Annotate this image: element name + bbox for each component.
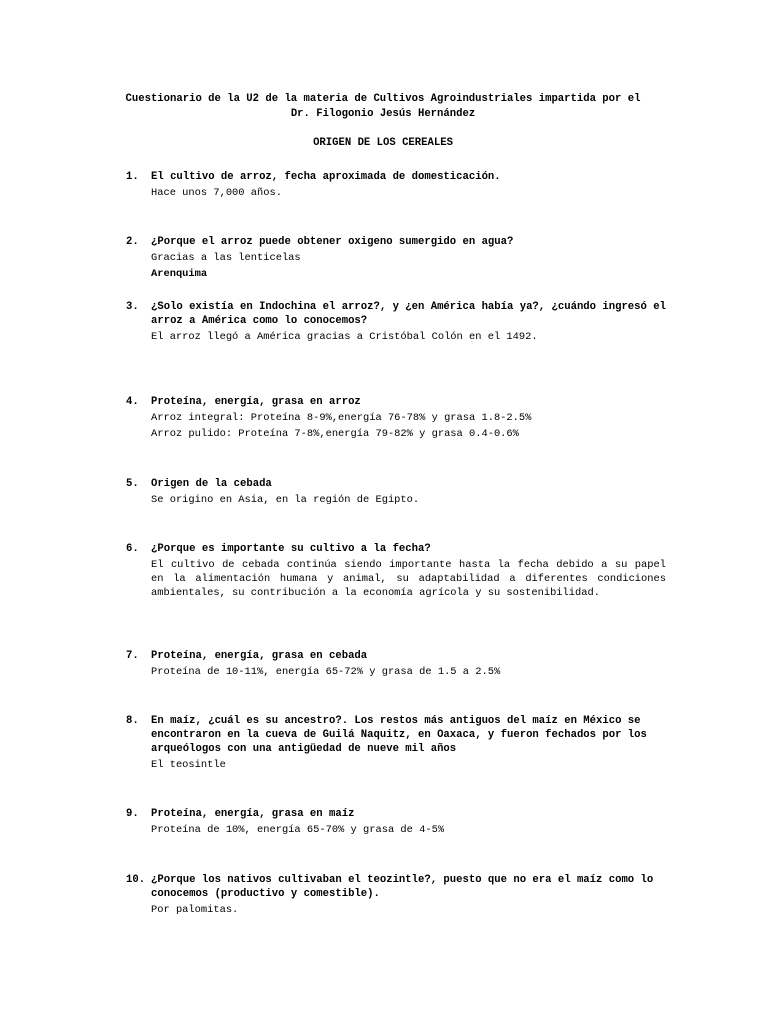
question-number: 5. xyxy=(126,478,139,490)
question-item xyxy=(126,649,666,679)
answer-text: Arroz pulido: Proteína 7-8%,energía 79-82% y grasa 0.4-0.6% xyxy=(151,428,519,440)
answer-text: Hace unos 7,000 años. xyxy=(151,187,282,199)
question-number: 10. xyxy=(126,874,146,886)
answer-text: Gracias a las lenticelas xyxy=(151,252,301,264)
answer-text: El arroz llegó a América gracias a Cristóbal Colón en el 1492. xyxy=(151,331,538,343)
answer-text: Proteína de 10%, energía 65-70% y grasa de 4-5% xyxy=(151,824,445,836)
header-line-1: Cuestionario de la U2 de la materia de Cultivos Agroindustriales impartida por el xyxy=(125,93,641,105)
question-text: 9. Proteína, energía, grasa en maíz xyxy=(126,808,355,820)
question-text: 10. ¿Porque los nativos cultivaban el teozintle?, puesto que no era el maíz como lo conocemos (productivo y comestible). xyxy=(126,874,654,900)
question-text: 7. Proteína, energía, grasa en cebada xyxy=(126,650,368,662)
question-text: 5. Origen de la cebada xyxy=(126,478,272,490)
answer-text: El cultivo de cebada continúa siendo importante hasta la fecha debido a su papel en la alimentación humana y animal, su adaptabilidad a diferentes condiciones ambientales, su contribución a la economía agrícola y su sostenibilidad. xyxy=(151,559,666,599)
question-number: 1. xyxy=(126,171,139,183)
question-number: 7. xyxy=(126,650,139,662)
question-number: 3. xyxy=(126,301,139,313)
question-number: 6. xyxy=(126,543,139,555)
question-item xyxy=(126,170,666,200)
document-header xyxy=(100,92,666,122)
question-number: 2. xyxy=(126,236,139,248)
question-item xyxy=(126,873,666,917)
question-text: 6. ¿Porque es importante su cultivo a la fecha? xyxy=(126,543,431,555)
question-text: 3. ¿Solo existía en Indochina el arroz?, y ¿en América había ya?, ¿cuándo ingresó el arroz a América como lo conocemos? xyxy=(126,301,666,327)
question-item xyxy=(126,300,666,344)
header-line-2: Dr. Filogonio Jesús Hernández xyxy=(290,108,476,120)
question-text: 8. En maíz, ¿cuál es su ancestro?. Los restos más antiguos del maíz en México se encontraron en la cueva de Guilá Naquitz, en Oaxaca, y fueron fechados por los arqueólogos con una antigüedad de nueve mil años xyxy=(126,715,647,755)
section-title: ORIGEN DE LOS CEREALES xyxy=(313,137,453,149)
question-number: 4. xyxy=(126,396,139,408)
answer-text: Se origino en Asia, en la región de Egipto. xyxy=(151,494,420,506)
question-item xyxy=(126,235,666,281)
question-number: 8. xyxy=(126,715,139,727)
answer-text: El teosintle xyxy=(151,759,226,771)
question-text: 4. Proteína, energía, grasa en arroz xyxy=(126,396,361,408)
question-text: 1. El cultivo de arroz, fecha aproximada de domesticación. xyxy=(126,171,501,183)
question-item xyxy=(126,477,666,507)
question-item xyxy=(126,714,666,772)
question-item xyxy=(126,542,666,600)
question-number: 9. xyxy=(126,808,139,820)
answer-text: Proteína de 10-11%, energía 65-72% y grasa de 1.5 a 2.5% xyxy=(151,666,501,678)
answer-text: Por palomitas. xyxy=(151,904,239,916)
answer-text-bold: Arenquima xyxy=(151,268,208,280)
question-item xyxy=(126,395,666,441)
answer-text: Arroz integral: Proteína 8-9%,energía 76-78% y grasa 1.8-2.5% xyxy=(151,412,532,424)
question-item xyxy=(126,807,666,837)
question-text: 2. ¿Porque el arroz puede obtener oxigeno sumergido en agua? xyxy=(126,236,514,248)
